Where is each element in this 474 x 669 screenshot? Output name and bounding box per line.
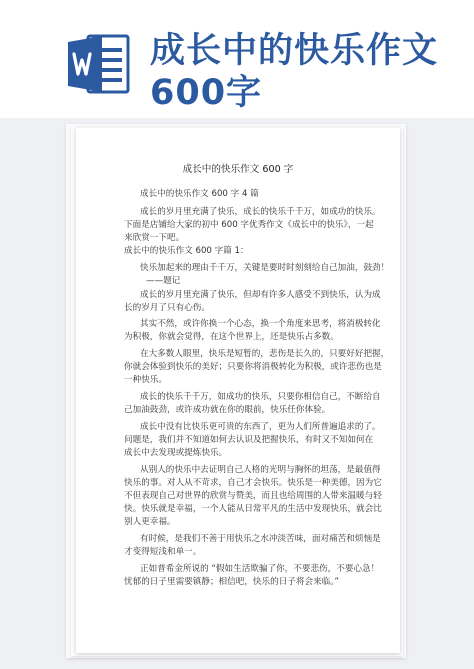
document-line: 在大多数人眼里，快乐是短暂的，悲伤是长久的，只要好好把握， bbox=[140, 349, 390, 359]
document-line: 不但表现自己对世界的欣赏与赞美，而且也给周围的人带来温暖与轻 bbox=[124, 491, 382, 501]
document-line: 才变得短浅和单一。 bbox=[124, 547, 202, 557]
document-line: 成长中去发现或提炼快乐。 bbox=[124, 448, 228, 458]
document-line: 为积极，你就会觉得，在这个世界上，还是快乐占多数。 bbox=[124, 332, 339, 342]
document-line: 成长的岁月里充满了快乐，但却有许多人感受不到快乐，认为成 bbox=[140, 290, 381, 300]
document-line: 有时候，是我们不善于用快乐之水冲淡苦味，面对痛苦和烦恼是 bbox=[140, 534, 381, 544]
page-title bbox=[150, 30, 438, 114]
document-line: 一种快乐。 bbox=[124, 375, 167, 385]
document-line: 己加油鼓劲，或许成功就在你的眼前，快乐任你体验。 bbox=[124, 405, 331, 415]
document-line: 正如普希金所说的 “假如生活欺骗了你，不要悲伤，不要心急！ bbox=[140, 564, 380, 574]
document-line: 快乐加起来的理由千千万，关键是要时时刻刻给自己加油，鼓劲！ bbox=[140, 263, 390, 273]
document-page bbox=[76, 128, 400, 653]
document-line: 来欣赏一下吧。 bbox=[124, 233, 185, 243]
document-line: 成长的岁月里充满了快乐，成长的快乐千千万，如成功的快乐。 bbox=[140, 207, 381, 217]
document-title: 成长中的快乐作文 600 字 bbox=[182, 164, 294, 175]
title-line-2: 600字 bbox=[150, 73, 263, 113]
document-line: 忧郁的日子里需要镇静；相信吧，快乐的日子将会来临。” bbox=[124, 577, 339, 587]
document-line: 快。快乐就是幸福，一个人能从日常平凡的生活中发现快乐，就会比 bbox=[124, 504, 382, 514]
document-line: 快乐的事。对人从不苛求，自己才会快乐。快乐是一种美德，因为它 bbox=[124, 478, 382, 488]
document-line: 你就会体验到快乐的美好；只要你将消极转化为积极，或许悲伤也是 bbox=[124, 362, 382, 372]
header-banner bbox=[0, 0, 474, 118]
document-line: ——题记 bbox=[146, 276, 181, 286]
word-document-icon bbox=[66, 34, 130, 94]
document-line: 成长中没有比快乐更可贵的东西了，更为人们所普遍追求的了。 bbox=[140, 422, 381, 432]
document-line: 别人更幸福。 bbox=[124, 517, 176, 527]
document-line: 下面是店铺给大家的初中 600 字优秀作文《成长中的快乐》，一起 bbox=[124, 220, 374, 230]
title-line-1: 成长中的快乐作文 bbox=[150, 31, 439, 71]
document-line: 成长中的快乐作文 600 字 4 篇 bbox=[140, 189, 259, 199]
document-line: 长的岁月了只有心伤。 bbox=[124, 303, 210, 313]
document-line: 成长的快乐千千万，如成功的快乐，只要你相信自己，不断给自 bbox=[140, 392, 381, 402]
document-line: 从别人的快乐中去证明自己人格的光明与胸怀的坦荡，是最值得 bbox=[140, 465, 381, 475]
document-line: 成长中的快乐作文 600 字篇 1： bbox=[124, 246, 249, 256]
document-line: 其实不然，或许你换一个心态，换一个角度来思考，将消极转化 bbox=[140, 319, 381, 329]
document-line: 问题是，我们并不知道如何去认识及把握快乐，有时又不知如何在 bbox=[124, 435, 374, 445]
